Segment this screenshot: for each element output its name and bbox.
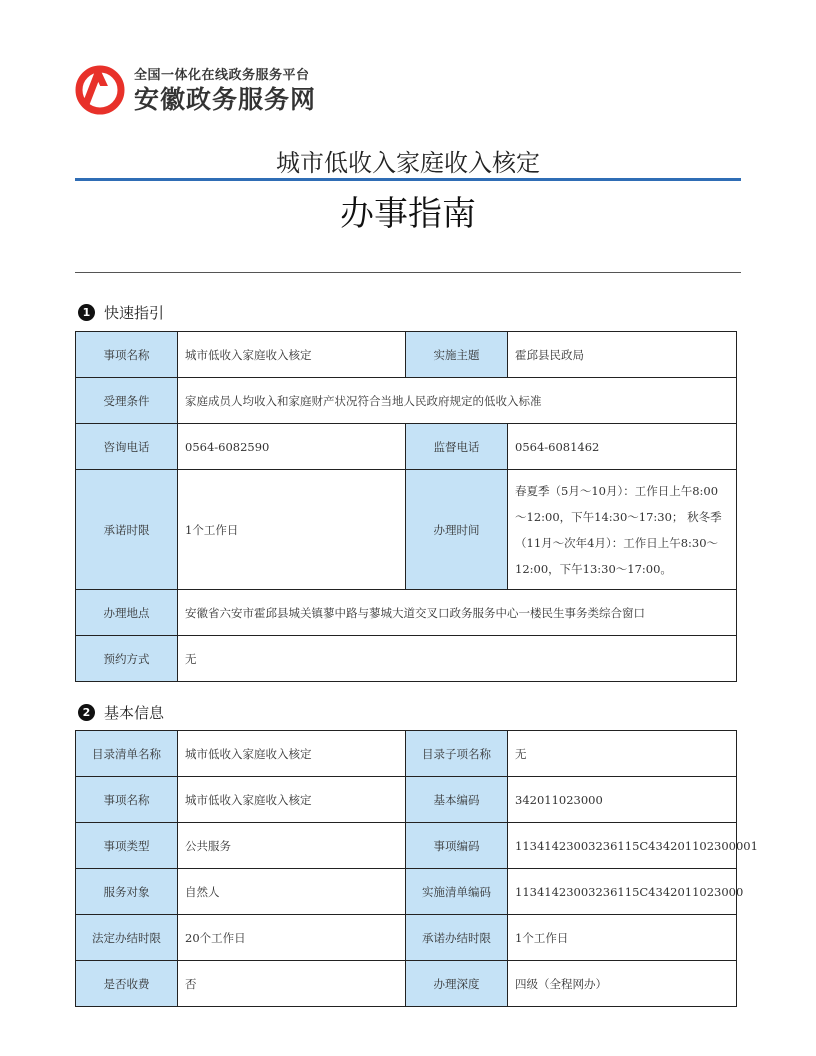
depth-label: 办理深度 [406,961,508,1007]
office-hours-label: 办理时间 [406,470,508,590]
subject-label: 实施主题 [406,332,508,378]
location-value: 安徽省六安市霍邱县城关镇蓼中路与蓼城大道交叉口政务服务中心一楼民生事务类综合窗口 [178,590,737,636]
table-row [76,961,737,1007]
section-basic-info [78,702,164,722]
basic-info-table [75,730,758,1007]
consult-phone-value[interactable]: 0564-6082590 [178,424,406,470]
catalog-name-label: 目录清单名称 [76,731,178,777]
fee-label: 是否收费 [76,961,178,1007]
table-row [76,731,737,777]
fee-value: 否 [178,961,406,1007]
table-row [76,424,737,470]
item-name-label: 事项名称 [76,332,178,378]
section-number-badge: 2 [78,704,95,721]
section-quick-guide [78,302,164,322]
item-name-value: 城市低收入家庭收入核定 [178,777,406,823]
item-type-label: 事项类型 [76,823,178,869]
table-row [76,636,737,682]
appointment-label: 预约方式 [76,636,178,682]
subject-value: 霍邱县民政局 [508,332,737,378]
section-title: 快速指引 [104,303,165,322]
appointment-value: 无 [178,636,737,682]
service-target-label: 服务对象 [76,869,178,915]
title-divider [75,178,741,181]
legal-time-value: 20个工作日 [178,915,406,961]
legal-time-label: 法定办结时限 [76,915,178,961]
logo-subtitle: 全国一体化在线政务服务平台 [134,68,310,83]
header-divider [75,272,741,273]
table-row [76,869,737,915]
table-row [76,777,737,823]
item-name-value: 城市低收入家庭收入核定 [178,332,406,378]
basic-code-value: 342011023000 [508,777,737,823]
logo-title: 安徽政务服务网 [134,85,317,114]
guide-heading: 办事指南 [340,194,476,234]
promise-time-value: 1个工作日 [178,470,406,590]
office-hours-value: 春夏季（5月～10月）：工作日上午8:00～12:00，下午14:30～17:30； 秋冬季（11月～次年4月）：工作日上午8:30～12:00，下午13:30～17:00。 [508,470,737,590]
promise-time-value: 1个工作日 [508,915,737,961]
depth-value: 四级（全程网办） [508,961,737,1007]
section-number-badge: 1 [78,304,95,321]
item-code-label: 事项编码 [406,823,508,869]
section-title: 基本信息 [104,703,165,722]
table-row [76,378,737,424]
impl-list-code-value: 11341423003236115C4342011023000 [508,869,737,915]
condition-value: 家庭成员人均收入和家庭财产状况符合当地人民政府规定的低收入标准 [178,378,737,424]
table-row [76,332,737,378]
catalog-sub-value: 无 [508,731,737,777]
supervise-phone-value[interactable]: 0564-6081462 [508,424,737,470]
consult-phone-label: 咨询电话 [76,424,178,470]
location-label: 办理地点 [76,590,178,636]
supervise-phone-label: 监督电话 [406,424,508,470]
table-row [76,915,737,961]
item-type-value: 公共服务 [178,823,406,869]
promise-time-label: 承诺办结时限 [406,915,508,961]
catalog-sub-label: 目录子项名称 [406,731,508,777]
table-row [76,823,737,869]
service-target-value: 自然人 [178,869,406,915]
condition-label: 受理条件 [76,378,178,424]
catalog-name-value: 城市低收入家庭收入核定 [178,731,406,777]
site-logo[interactable] [74,62,344,118]
impl-list-code-label: 实施清单编码 [406,869,508,915]
table-row [76,590,737,636]
promise-time-label: 承诺时限 [76,470,178,590]
document-title: 城市低收入家庭收入核定 [276,149,540,177]
anhui-logo-icon [74,64,126,116]
basic-code-label: 基本编码 [406,777,508,823]
table-row [76,470,737,590]
quick-guide-table [75,331,737,682]
item-name-label: 事项名称 [76,777,178,823]
item-code-value: 11341423003236115C434201102300001 [508,823,737,869]
